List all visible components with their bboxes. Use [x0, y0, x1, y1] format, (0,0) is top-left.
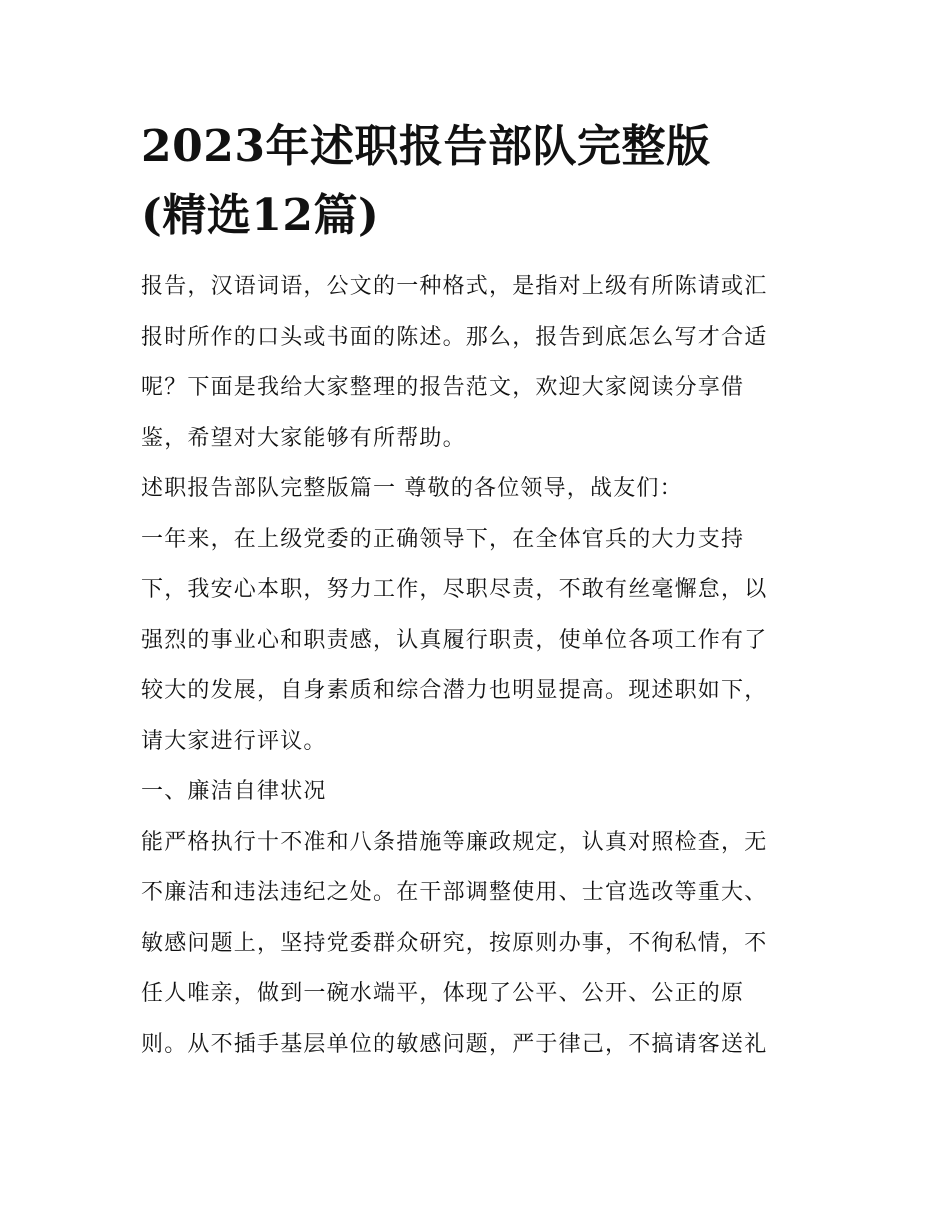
- text-line: 一、廉洁自律状况: [141, 779, 327, 804]
- text-line: 则。从不插手基层单位的敏感问题，严于律己，不搞请客送礼: [141, 1031, 768, 1057]
- document-page: [141, 112, 813, 1070]
- title-line-2: (精选12篇): [141, 190, 380, 241]
- text-line: 下，我安心本职，努力工作，尽职尽责，不敢有丝毫懈怠，以: [141, 577, 768, 602]
- text-line: 强烈的事业心和职责感，认真履行职责，使单位各项工作有了: [141, 627, 768, 653]
- text-line: 报时所作的口头或书面的陈述。那么，报告到底怎么写才合适: [141, 324, 768, 350]
- section-heading-salutation: [141, 464, 813, 515]
- text-line: 鉴，希望对大家能够有所帮助。: [141, 425, 466, 451]
- summary-paragraph: [141, 515, 813, 768]
- text-line: 能严格执行十不准和八条措施等廉政规定，认真对照检查，无: [141, 829, 768, 855]
- text-line: 呢？下面是我给大家整理的报告范文，欢迎大家阅读分享借: [141, 375, 745, 400]
- intro-paragraph: [141, 262, 813, 464]
- text-line: 敏感问题上，坚持党委群众研究，按原则办事，不徇私情，不: [141, 930, 768, 956]
- integrity-paragraph: [141, 818, 813, 1071]
- text-line: 请大家进行评议。: [141, 728, 327, 754]
- text-line: 不廉洁和违法违纪之处。在干部调整使用、士官选改等重大、: [141, 880, 768, 905]
- text-line: 任人唯亲，做到一碗水端平，体现了公平、公开、公正的原: [141, 981, 745, 1006]
- title-line-1: 2023年述职报告部队完整版: [141, 121, 711, 172]
- text-line: 述职报告部队完整版篇一 尊敬的各位领导，战友们：: [141, 476, 683, 501]
- text-line: 较大的发展，自身素质和综合潜力也明显提高。现述职如下，: [141, 678, 768, 703]
- document-title: [141, 112, 813, 250]
- text-line: 报告，汉语词语，公文的一种格式，是指对上级有所陈请或汇: [141, 274, 768, 299]
- document-body: [141, 262, 813, 1070]
- text-line: 一年来，在上级党委的正确领导下，在全体官兵的大力支持: [141, 526, 745, 552]
- section-heading-1: [141, 767, 813, 818]
